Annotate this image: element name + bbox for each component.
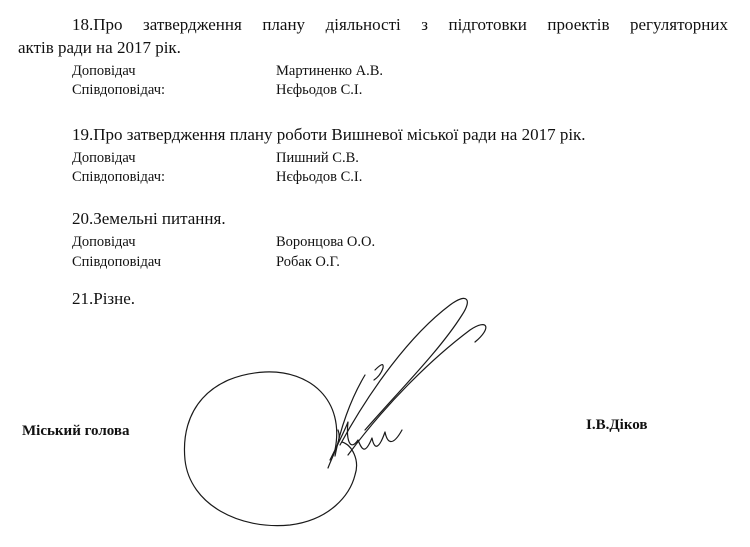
item-20-title: 20.Земельні питання. <box>72 209 226 228</box>
cospeaker-role: Співдоповідач <box>72 254 161 270</box>
cospeaker-name: Робак О.Г. <box>276 254 340 270</box>
speaker-name: Воронцова О.О. <box>276 234 376 250</box>
signatory-name: І.В.Діков <box>586 417 648 433</box>
cospeaker-name: Нєфьодов С.І. <box>276 169 363 185</box>
cospeaker-role: Співдоповідач: <box>72 82 166 98</box>
cospeaker-name: Нєфьодов С.І. <box>276 82 363 98</box>
speaker-role: Доповідач <box>72 150 136 166</box>
item-19-title: 19.Про затвердження плану роботи Вишневої міської ради на 2017 рік. <box>72 125 586 144</box>
position-label: Міський голова <box>22 423 130 439</box>
item-18-title-line1: 18.Про затвердження плану діяльності з підготовки проектів регуляторних <box>72 15 728 34</box>
speaker-role: Доповідач <box>72 234 136 250</box>
cospeaker-role: Співдоповідач: <box>72 169 166 185</box>
signature-icon <box>170 280 520 540</box>
speaker-name: Пишний С.В. <box>276 150 359 166</box>
item-18-title-line2: актів ради на 2017 рік. <box>18 38 181 57</box>
item-21-title: 21.Різне. <box>72 289 136 308</box>
speaker-name: Мартиненко А.В. <box>276 63 384 79</box>
speaker-role: Доповідач <box>72 63 136 79</box>
